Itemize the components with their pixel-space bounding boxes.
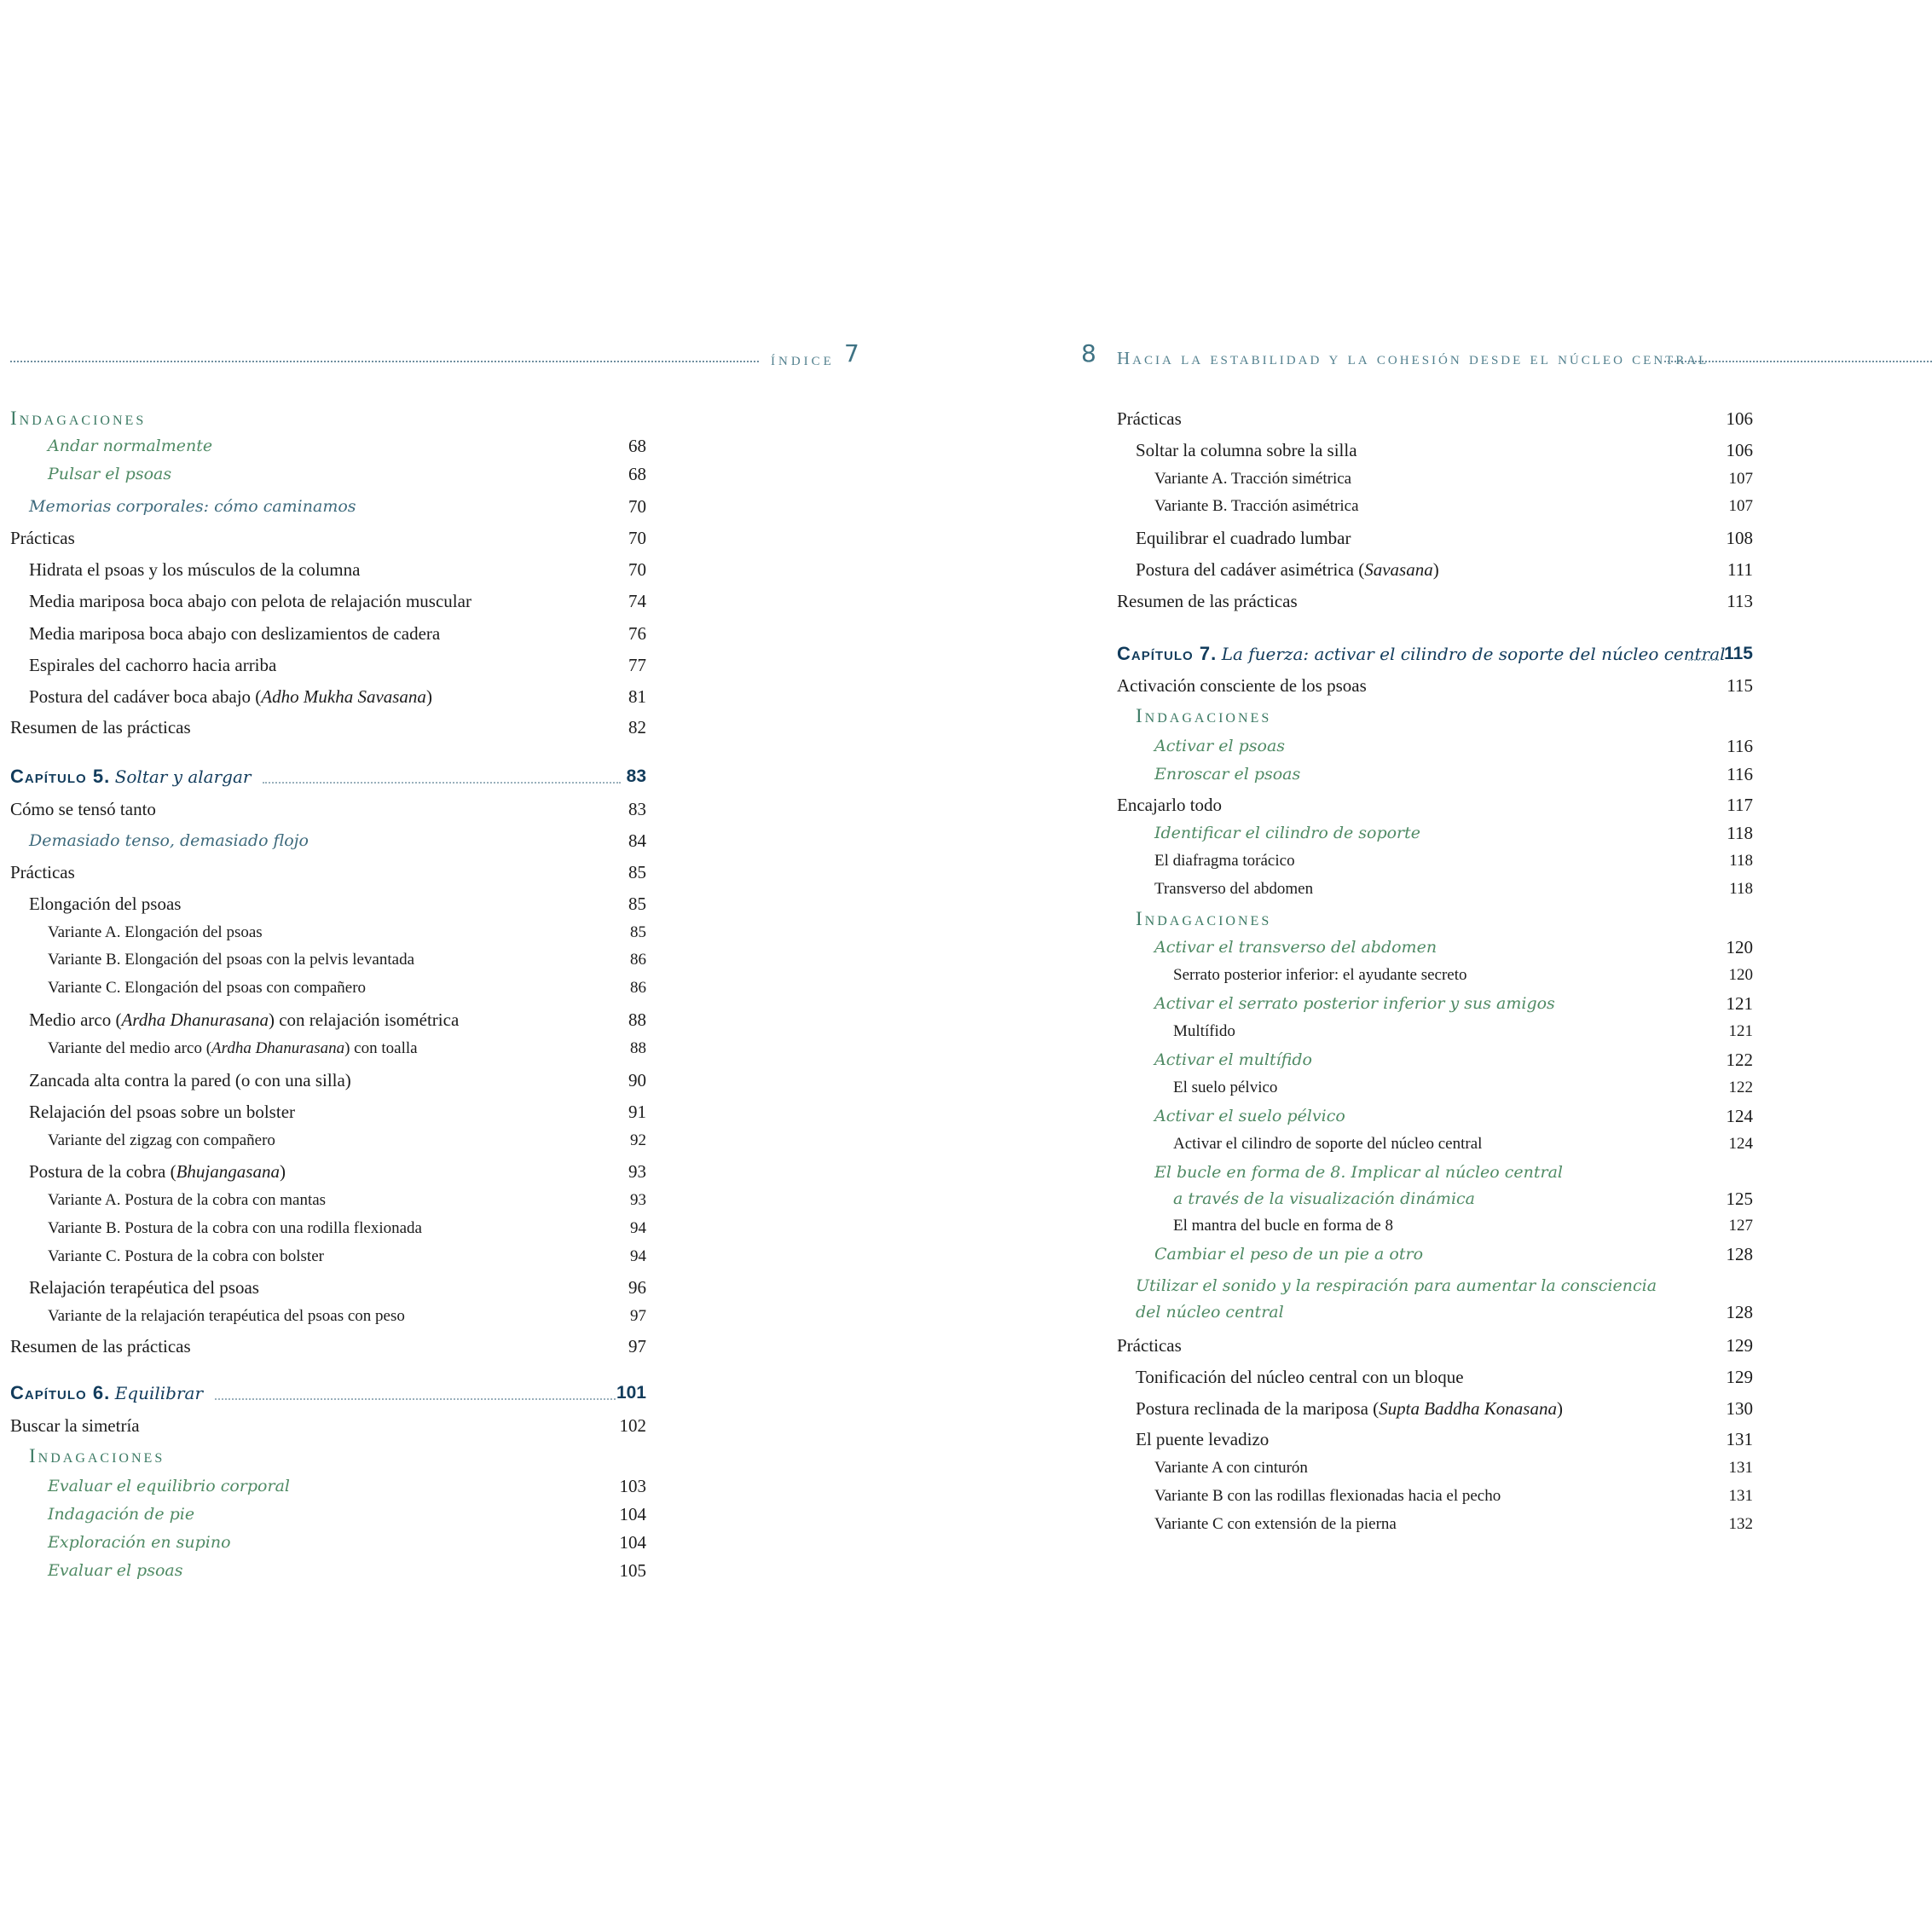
toc-entry[interactable]: Variante C con extensión de la pierna 132 <box>1154 1515 1753 1533</box>
toc-entry[interactable]: Espirales del cachorro hacia arriba 77 <box>29 655 646 675</box>
toc-entry[interactable]: Postura del cadáver boca abajo (Adho Mukha Savasana) 81 <box>29 686 646 707</box>
toc-entry[interactable]: Relajación del psoas sobre un bolster 91 <box>29 1102 646 1122</box>
toc-entry[interactable]: Variante A con cinturón 131 <box>1154 1459 1753 1477</box>
toc-entry[interactable]: Media mariposa boca abajo con deslizamientos de cadera 76 <box>29 623 646 644</box>
toc-entry[interactable]: Prácticas 85 <box>10 862 646 882</box>
toc-entry[interactable]: Variante B. Postura de la cobra con una rodilla flexionada 94 <box>48 1219 646 1237</box>
toc-entry[interactable]: El bucle en forma de 8. Implicar al núcleo central a través de la visualización dinámica 125 <box>1154 1163 1753 1209</box>
toc-entry[interactable]: Serrato posterior inferior: el ayudante secreto 120 <box>1173 966 1753 984</box>
toc-entry[interactable]: Buscar la simetría 102 <box>10 1415 646 1436</box>
toc-entry[interactable]: Postura del cadáver asimétrica (Savasana) 111 <box>1136 559 1753 580</box>
toc-entry[interactable]: Variante B. Elongación del psoas con la pelvis levantada 86 <box>48 951 646 969</box>
toc-entry[interactable]: Cómo se tensó tanto 83 <box>10 799 646 819</box>
toc-entry[interactable]: Activar el psoas 116 <box>1154 736 1753 756</box>
toc-entry[interactable]: Utilizar el sonido y la respiración para aumentar la consciencia del núcleo central 128 <box>1136 1276 1753 1322</box>
toc-entry[interactable]: Media mariposa boca abajo con pelota de relajación muscular 74 <box>29 591 646 611</box>
toc-entry[interactable]: Identificar el cilindro de soporte 118 <box>1154 823 1753 843</box>
toc-entry[interactable]: Variante A. Postura de la cobra con mantas 93 <box>48 1191 646 1209</box>
toc-entry[interactable]: Variante B. Tracción asimétrica 107 <box>1154 497 1753 515</box>
toc-entry[interactable]: Activar el suelo pélvico 124 <box>1154 1106 1753 1126</box>
toc-entry[interactable]: Transverso del abdomen 118 <box>1154 880 1753 898</box>
running-header-right <box>1076 341 1932 375</box>
toc-entry[interactable]: Soltar la columna sobre la silla 106 <box>1136 440 1753 460</box>
running-header-left <box>0 341 861 375</box>
toc-entry[interactable]: Activar el transverso del abdomen 120 <box>1154 937 1753 957</box>
toc-entry[interactable]: Exploración en supino 104 <box>48 1532 646 1553</box>
toc-entry[interactable]: Variante C. Elongación del psoas con compañero 86 <box>48 979 646 997</box>
toc-entry[interactable]: Evaluar el psoas 105 <box>48 1560 646 1581</box>
toc-chapter-heading[interactable]: Capítulo 6. Equilibrar 101 <box>10 1382 646 1403</box>
toc-entry[interactable]: Indagación de pie 104 <box>48 1504 646 1524</box>
toc-entry[interactable]: Pulsar el psoas 68 <box>48 464 646 484</box>
toc-entry[interactable]: Elongación del psoas 85 <box>29 894 646 914</box>
toc-entry[interactable]: Variante A. Tracción simétrica 107 <box>1154 470 1753 488</box>
toc-entry[interactable]: Variante de la relajación terapéutica del psoas con peso 97 <box>48 1307 646 1325</box>
toc-entry[interactable]: Memorias corporales: cómo caminamos 70 <box>29 496 646 517</box>
toc-entry[interactable]: Relajación terapéutica del psoas 96 <box>29 1277 646 1298</box>
toc-entry[interactable]: El suelo pélvico 122 <box>1173 1079 1753 1096</box>
toc-entry[interactable]: Variante del medio arco (Ardha Dhanurasana) con toalla 88 <box>48 1039 646 1057</box>
page-number: 7 <box>844 339 859 367</box>
header-title: Hacia la estabilidad y la cohesión desde el núcleo central <box>1117 348 1709 368</box>
toc-entry[interactable]: Andar normalmente 68 <box>48 436 646 456</box>
toc-chapter-heading[interactable]: Capítulo 7. La fuerza: activar el cilindro de soporte del núcleo central 115 <box>1117 643 1753 664</box>
toc-entry[interactable]: Prácticas 106 <box>1117 408 1753 429</box>
header-title: índice <box>771 348 835 369</box>
toc-section-heading: Indagaciones <box>10 408 147 429</box>
toc-entry[interactable]: Enroscar el psoas 116 <box>1154 764 1753 784</box>
toc-entry[interactable]: Activar el cilindro de soporte del núcleo central 124 <box>1173 1135 1753 1153</box>
toc-entry[interactable]: Medio arco (Ardha Dhanurasana) con relajación isométrica 88 <box>29 1009 646 1030</box>
toc-entry[interactable]: Resumen de las prácticas 97 <box>10 1336 646 1356</box>
toc-entry[interactable]: Variante C. Postura de la cobra con bolster 94 <box>48 1247 646 1265</box>
toc-entry[interactable]: Evaluar el equilibrio corporal 103 <box>48 1476 646 1496</box>
toc-entry[interactable]: Prácticas 129 <box>1117 1335 1753 1356</box>
leader-dots <box>263 782 621 784</box>
toc-entry[interactable]: Equilibrar el cuadrado lumbar 108 <box>1136 528 1753 548</box>
toc-entry[interactable]: Resumen de las prácticas 113 <box>1117 591 1753 611</box>
header-dotted-rule <box>1664 361 1932 362</box>
toc-entry[interactable]: El diafragma torácico 118 <box>1154 852 1753 870</box>
toc-entry[interactable]: Hidrata el psoas y los músculos de la columna 70 <box>29 559 646 580</box>
toc-entry[interactable]: Variante A. Elongación del psoas 85 <box>48 923 646 941</box>
toc-entry[interactable]: Variante B con las rodillas flexionadas hacia el pecho 131 <box>1154 1487 1753 1505</box>
toc-entry[interactable]: Demasiado tenso, demasiado flojo 84 <box>29 830 646 851</box>
toc-entry[interactable]: Postura reclinada de la mariposa (Supta Baddha Konasana) 130 <box>1136 1398 1753 1419</box>
toc-entry[interactable]: Multífido 121 <box>1173 1022 1753 1040</box>
toc-entry[interactable]: Postura de la cobra (Bhujangasana) 93 <box>29 1161 646 1182</box>
toc-entry[interactable]: Zancada alta contra la pared (o con una silla) 90 <box>29 1070 646 1090</box>
leader-dots <box>215 1398 616 1400</box>
toc-entry[interactable]: Resumen de las prácticas 82 <box>10 717 646 738</box>
toc-entry[interactable]: Activar el multífido 122 <box>1154 1050 1753 1070</box>
toc-entry[interactable]: Variante del zigzag con compañero 92 <box>48 1131 646 1149</box>
toc-entry[interactable]: El puente levadizo 131 <box>1136 1429 1753 1449</box>
toc-entry[interactable]: Encajarlo todo 117 <box>1117 795 1753 815</box>
toc-entry[interactable]: El mantra del bucle en forma de 8 127 <box>1173 1217 1753 1235</box>
toc-entry[interactable]: Activación consciente de los psoas 115 <box>1117 675 1753 696</box>
toc-chapter-heading[interactable]: Capítulo 5. Soltar y alargar 83 <box>10 766 646 787</box>
toc-entry[interactable]: Tonificación del núcleo central con un bloque 129 <box>1136 1367 1753 1387</box>
toc-entry[interactable]: Activar el serrato posterior inferior y sus amigos 121 <box>1154 993 1753 1014</box>
leader-dots <box>1688 659 1719 661</box>
toc-entry[interactable]: Prácticas 70 <box>10 528 646 548</box>
page-number: 8 <box>1081 339 1096 367</box>
header-dotted-rule <box>10 361 759 362</box>
toc-section-heading: Indagaciones <box>1136 908 1272 929</box>
toc-section-heading: Indagaciones <box>29 1445 165 1466</box>
toc-entry[interactable]: Cambiar el peso de un pie a otro 128 <box>1154 1244 1753 1264</box>
toc-section-heading: Indagaciones <box>1136 705 1272 726</box>
